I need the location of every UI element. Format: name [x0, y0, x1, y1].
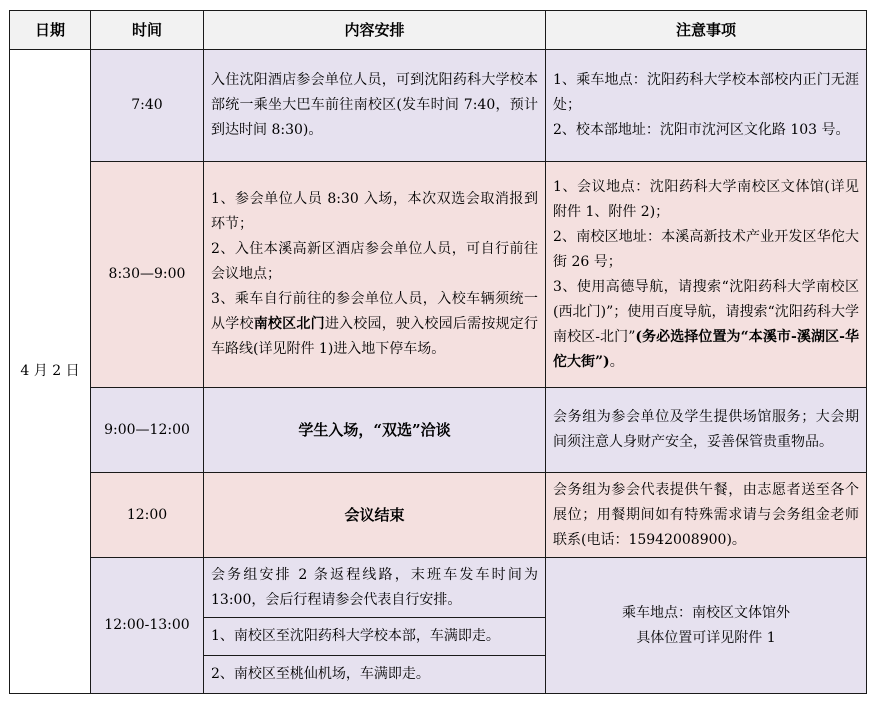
time-cell: 12:00	[91, 473, 204, 558]
table-row	[10, 558, 867, 694]
content-text: 3、乘车自行前往的参会单位人员，入校车辆须统一从学校	[211, 291, 538, 332]
note-text: 。	[609, 353, 624, 370]
content-line: 1、参会单位人员 8:30 入场，本次双选会取消报到环节；	[211, 191, 538, 232]
time-cell: 8:30—9:00	[91, 162, 204, 388]
schedule-table	[9, 10, 867, 694]
note-line: 2、南校区地址：本溪高新技术产业开发区华佗大街 26 号；	[553, 228, 859, 270]
content-line: 2、南校区至桃仙机场，车满即走。	[204, 655, 545, 693]
header-content: 内容安排	[204, 11, 546, 50]
header-notes: 注意事项	[546, 11, 867, 50]
note-line: 1、会议地点：沈阳药科大学南校区文体馆(详见附件 1、附件 2)；	[553, 178, 859, 220]
note-text: 3、使用高德导航，请搜索“沈阳药科大学南校区(西北门)”；使用百度导航，请搜索“沈阳药科大学南校区-北门”	[553, 278, 859, 345]
content-stack	[204, 558, 545, 693]
table-row	[10, 473, 867, 558]
time-cell: 9:00—12:00	[91, 388, 204, 473]
note-line: 1、乘车地点：沈阳药科大学校本部校内正门无涯处；	[553, 72, 859, 113]
header-time: 时间	[91, 11, 204, 50]
schedule-table-wrapper	[9, 10, 867, 694]
note-line	[553, 275, 859, 375]
date-cell: 4 月 2 日	[10, 50, 91, 694]
time-cell: 12:00-13:00	[91, 558, 204, 694]
content-cell: 入住沈阳酒店参会单位人员，可到沈阳药科大学校本部统一乘坐大巴车前往南校区(发车时间 7:40，预计到达时间 8:30)。	[204, 50, 546, 162]
content-cell: 会议结束	[204, 473, 546, 558]
content-line	[211, 287, 538, 362]
notes-cell: 会务组为参会代表提供午餐，由志愿者送至各个展位；用餐期间如有特殊需求请与会务组金老师联系(电话：15942008900)。	[546, 473, 867, 558]
notes-cell	[546, 162, 867, 388]
content-line: 1、南校区至沈阳药科大学校本部，车满即走。	[204, 617, 545, 655]
table-row	[10, 388, 867, 473]
notes-cell	[546, 50, 867, 162]
header-row	[10, 11, 867, 50]
content-cell	[204, 162, 546, 388]
notes-cell: 会务组为参会单位及学生提供场馆服务；大会期间须注意人身财产安全，妥善保管贵重物品。	[546, 388, 867, 473]
note-line: 2、校本部地址：沈阳市沈河区文化路 103 号。	[553, 122, 850, 138]
content-line: 2、入住本溪高新区酒店参会单位人员，可自行前往会议地点；	[211, 241, 538, 282]
note-emphasis: (务必选择位置为“本溪市-溪湖区-华佗大街”)	[553, 328, 859, 370]
time-cell: 7:40	[91, 50, 204, 162]
notes-cell	[546, 558, 867, 694]
header-date: 日期	[10, 11, 91, 50]
table-row	[10, 50, 867, 162]
content-cell: 学生入场，“双选”洽谈	[204, 388, 546, 473]
note-line: 乘车地点：南校区文体馆外	[622, 604, 790, 621]
content-emphasis: 南校区北门	[253, 316, 325, 332]
table-row	[10, 162, 867, 388]
note-line: 具体位置可详见附件 1	[636, 629, 776, 646]
content-text: 进入校园，驶入校园后需按规定行车路线(详见附件 1)进入地下停车场。	[211, 316, 539, 357]
content-cell	[204, 558, 546, 694]
content-line: 会务组安排 2 条返程线路，末班车发车时间为 13:00，会后行程请参会代表自行安排。	[211, 566, 538, 608]
